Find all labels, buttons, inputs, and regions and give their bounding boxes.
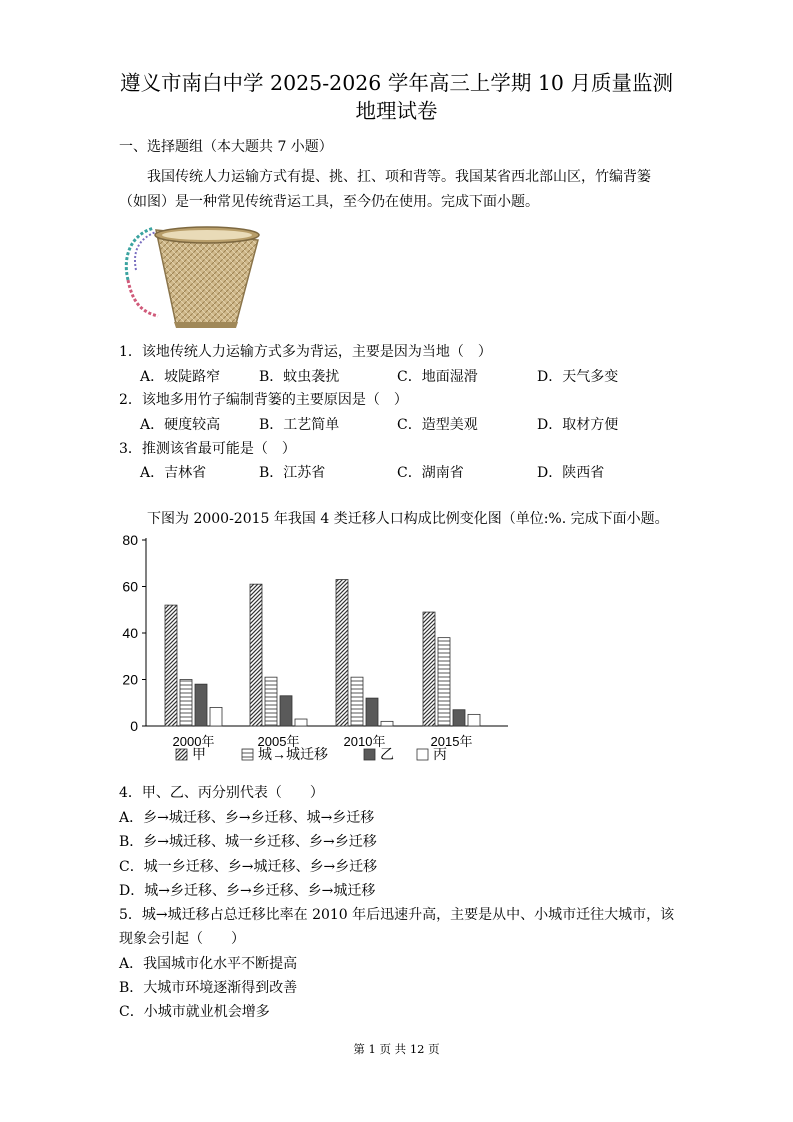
section-heading: 一、选择题组（本大题共 7 小题） bbox=[119, 139, 333, 155]
bar bbox=[280, 696, 292, 726]
x-tick-label: 2005年 bbox=[257, 734, 300, 749]
x-tick-label: 2000年 bbox=[172, 734, 215, 749]
q3-option-a[interactable]: A．吉林省 bbox=[140, 465, 207, 481]
page-footer: 第 1 页 共 12 页 bbox=[353, 1042, 440, 1056]
legend-swatch bbox=[364, 749, 375, 760]
passage-1-line-1: 我国传统人力运输方式有提、挑、扛、项和背等。我国某省西北部山区，竹编背篓 bbox=[147, 169, 651, 185]
q2-option-b[interactable]: B．工艺简单 bbox=[259, 417, 340, 433]
q1-option-c[interactable]: C．地面湿滑 bbox=[397, 369, 478, 385]
legend-label: 甲 bbox=[192, 746, 206, 762]
question-2-stem: 2．该地多用竹子编制背篓的主要原因是（ ） bbox=[119, 392, 408, 408]
q2-option-a[interactable]: A．硬度较高 bbox=[140, 417, 221, 433]
bar bbox=[423, 612, 435, 726]
migration-bar-chart bbox=[110, 532, 530, 777]
passage-1-line-2: （如图）是一种常见传统背运工具，至今仍在使用。完成下面小题。 bbox=[119, 194, 539, 210]
exam-subtitle: 地理试卷 bbox=[355, 99, 438, 123]
bar bbox=[195, 684, 207, 726]
q3-option-d[interactable]: D．陕西省 bbox=[537, 465, 605, 481]
bar bbox=[381, 721, 393, 726]
bar bbox=[165, 605, 177, 726]
question-5-stem-line-2: 现象会引起（ ） bbox=[119, 931, 245, 947]
y-tick-label: 60 bbox=[122, 578, 138, 595]
bar bbox=[366, 698, 378, 726]
bar bbox=[336, 580, 348, 726]
question-4-stem: 4．甲、乙、丙分别代表（ ） bbox=[119, 785, 324, 801]
q2-option-c[interactable]: C．造型美观 bbox=[397, 417, 478, 433]
q3-option-c[interactable]: C．湖南省 bbox=[397, 465, 464, 481]
legend-label: 丙 bbox=[433, 746, 447, 762]
q1-option-b[interactable]: B．蚊虫袭扰 bbox=[259, 369, 340, 385]
question-1-stem: 1．该地传统人力运输方式多为背运，主要是因为当地（ ） bbox=[119, 344, 492, 360]
question-3-stem: 3．推测该省最可能是（ ） bbox=[119, 441, 296, 457]
q2-option-d[interactable]: D．取材方便 bbox=[537, 417, 619, 433]
q5-option-b[interactable]: B．大城市环境逐渐得到改善 bbox=[119, 980, 298, 996]
q4-option-b[interactable]: B．乡→城迁移、城一乡迁移、乡→乡迁移 bbox=[119, 834, 377, 850]
q3-option-b[interactable]: B．江苏省 bbox=[259, 465, 326, 481]
legend-label: 城→城迁移 bbox=[258, 746, 328, 762]
q1-option-d[interactable]: D．天气多变 bbox=[537, 369, 619, 385]
q4-option-d[interactable]: D．城→乡迁移、乡→乡迁移、乡→城迁移 bbox=[119, 883, 376, 899]
x-tick-label: 2015年 bbox=[430, 734, 473, 749]
bar bbox=[468, 714, 480, 726]
y-tick-label: 0 bbox=[130, 718, 138, 734]
legend-swatch bbox=[417, 749, 428, 760]
y-tick-label: 40 bbox=[122, 625, 138, 641]
bar bbox=[438, 638, 450, 726]
q4-option-c[interactable]: C．城一乡迁移、乡→城迁移、乡→乡迁移 bbox=[119, 859, 378, 875]
bar bbox=[265, 677, 277, 726]
q1-option-a[interactable]: A．坡陡路窄 bbox=[140, 369, 221, 385]
bar bbox=[210, 707, 222, 726]
x-tick-label: 2010年 bbox=[343, 734, 386, 749]
legend-label: 乙 bbox=[380, 746, 394, 762]
q5-option-c[interactable]: C．小城市就业机会增多 bbox=[119, 1004, 270, 1020]
question-5-stem-line-1: 5．城→城迁移占总迁移比率在 2010 年后迅速升高，主要是从中、小城市迁往大城市，该 bbox=[119, 907, 675, 923]
bamboo-basket-image bbox=[118, 220, 268, 332]
passage-2: 下图为 2000-2015 年我国 4 类迁移人口构成比例变化图（单位:%. 完成下面小题。 bbox=[147, 511, 669, 527]
legend-swatch bbox=[242, 749, 253, 760]
exam-title: 遵义市南白中学 2025-2026 学年高三上学期 10 月质量监测 bbox=[120, 71, 673, 95]
q5-option-a[interactable]: A．我国城市化水平不断提高 bbox=[119, 956, 298, 972]
bar bbox=[295, 719, 307, 726]
bar bbox=[180, 680, 192, 727]
q4-option-a[interactable]: A．乡→城迁移、乡→乡迁移、城→乡迁移 bbox=[119, 810, 375, 826]
bar bbox=[250, 584, 262, 726]
y-tick-label: 80 bbox=[122, 532, 138, 548]
bar bbox=[351, 677, 363, 726]
bar bbox=[453, 710, 465, 726]
y-tick-label: 20 bbox=[122, 671, 138, 688]
legend-swatch bbox=[176, 749, 187, 760]
